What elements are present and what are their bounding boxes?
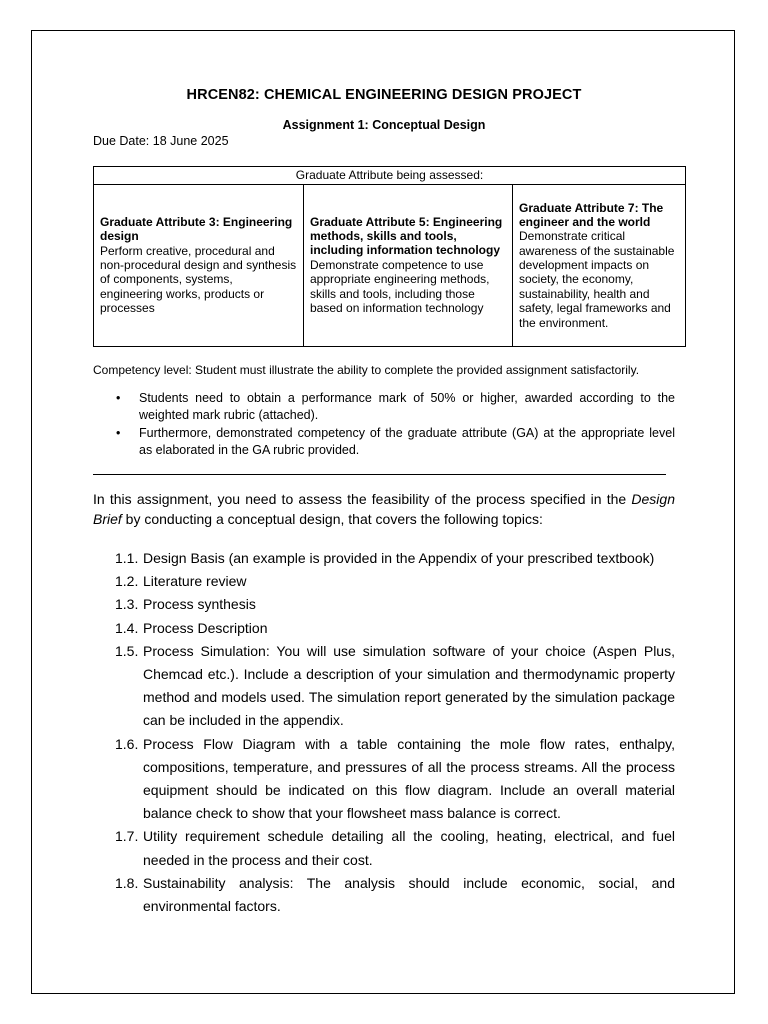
requirements-list — [93, 390, 675, 460]
topic-number: 1.2. — [115, 573, 139, 590]
table-header-row — [94, 167, 686, 185]
topic-number: 1.5. — [115, 642, 139, 659]
intro-paragraph — [93, 489, 675, 530]
topic-number: 1.7. — [115, 828, 139, 845]
ga-cell-5 — [304, 185, 513, 347]
ga-title: Graduate Attribute 3: Engineering design — [100, 215, 293, 243]
graduate-attribute-table — [93, 166, 686, 347]
topic-text: Process Flow Diagram with a table containing the mole flow rates, enthalpy, compositions, temperature, and pressures of all the process streams. All the process equipment should be indicated on this flow diagram. Include an overall material balance check to show that your flowsheet mass balance is correct. — [143, 735, 675, 822]
topic-number: 1.8. — [115, 874, 139, 891]
topic-text: Utility requirement schedule detailing all the cooling, heating, electrical, and fuel needed in the process and their cost. — [143, 828, 675, 868]
topic-text: Process synthesis — [143, 596, 256, 613]
topic-text: Process Simulation: You will use simulation software of your choice (Aspen Plus, Chemcad etc.). Include a description of your simulation and thermodynamic property method and models used. The simulation report generated by the simulation package can be included in the appendix. — [143, 642, 675, 729]
intro-text: by conducting a conceptual design, that covers the following topics: — [121, 511, 543, 528]
list-item — [93, 825, 675, 871]
divider — [93, 474, 666, 475]
list-item — [93, 617, 675, 640]
topics-list — [93, 547, 675, 918]
ga-description: Perform creative, procedural and non-procedural design and synthesis of components, systems, engineering works, products or processes — [100, 243, 297, 316]
bullet-icon: • — [116, 391, 121, 405]
list-item — [93, 593, 675, 616]
competency-level: Competency level: Student must illustrate the ability to complete the provided assignment satisfactorily. — [93, 363, 640, 377]
due-date: Due Date: 18 June 2025 — [93, 134, 229, 148]
list-item — [93, 425, 675, 458]
list-item — [93, 640, 675, 733]
design-brief-emphasis: Design Brief — [93, 491, 675, 528]
topic-number: 1.1. — [115, 550, 139, 566]
topic-number: 1.6. — [115, 735, 139, 752]
table-row — [94, 185, 686, 347]
bullet-icon: • — [116, 426, 121, 440]
assignment-subtitle: Assignment 1: Conceptual Design — [282, 118, 486, 132]
topic-number: 1.4. — [115, 619, 139, 636]
document-title: HRCEN82: CHEMICAL ENGINEERING DESIGN PROJECT — [186, 87, 582, 103]
ga-cell-7 — [513, 185, 686, 347]
topic-text: Sustainability analysis: The analysis should include economic, social, and environmental factors. — [143, 874, 675, 915]
table-header: Graduate Attribute being assessed: — [94, 167, 686, 185]
topic-text: Design Basis (an example is provided in the Appendix of your prescribed textbook) — [143, 550, 655, 566]
ga-description: Demonstrate competence to use appropriate engineering methods, skills and tools, including those based on information technology — [310, 257, 490, 315]
list-item — [93, 733, 675, 826]
topic-text: Process Description — [143, 619, 268, 636]
list-item — [93, 547, 675, 570]
list-item — [93, 390, 675, 423]
ga-description: Demonstrate critical awareness of the sustainable development impacts on society, the economy, sustainability, health and safety, legal frameworks and the environment. — [519, 229, 675, 330]
list-item — [93, 570, 675, 593]
ga-title: Graduate Attribute 5: Engineering methods, skills and tools, including information technology — [310, 215, 503, 257]
list-item — [93, 872, 675, 918]
ga-title: Graduate Attribute 7: The engineer and the world — [519, 200, 664, 229]
ga-cell-3 — [94, 185, 304, 347]
topic-text: Literature review — [143, 573, 247, 590]
requirement-text: Students need to obtain a performance mark of 50% or higher, awarded according to the weighted mark rubric (attached). — [139, 391, 675, 422]
topic-number: 1.3. — [115, 596, 139, 613]
intro-text: In this assignment, you need to assess the feasibility of the process specified in the — [93, 491, 632, 507]
requirement-text: Furthermore, demonstrated competency of the graduate attribute (GA) at the appropriate level as elaborated in the GA rubric provided. — [139, 426, 675, 457]
